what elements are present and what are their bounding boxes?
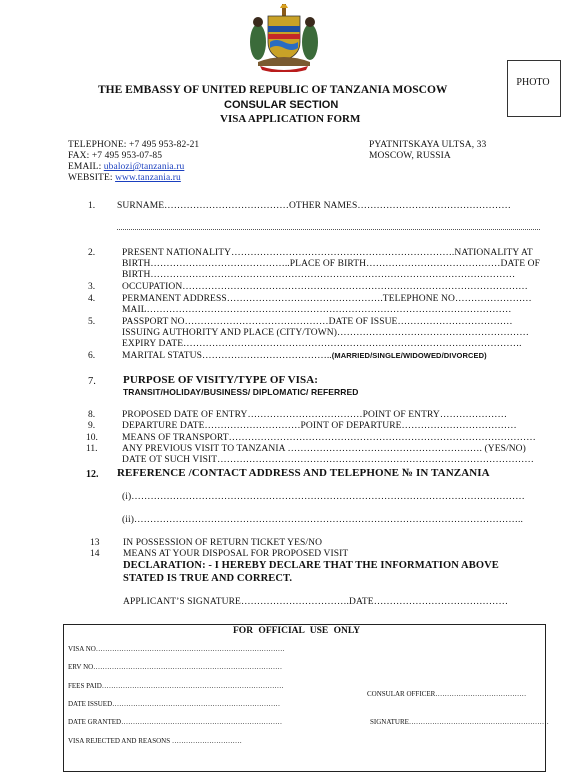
item-number-10: 10.	[86, 433, 98, 443]
entry-date-field[interactable]: PROPOSED DATE OF ENTRY………………………………POINT OF ENTRY…………………	[122, 410, 508, 420]
page-title: THE EMBASSY OF UNITED REPUBLIC OF TANZANIA MOSCOW	[98, 84, 448, 96]
permanent-address-field[interactable]: PERMANENT ADDRESS………………………………………….TELEPHONE NO……………………	[122, 294, 532, 304]
birth-date-field[interactable]: BIRTH……………………………………………………………………………………………………	[122, 270, 516, 280]
purpose-options[interactable]: TRANSIT/HOLIDAY/BUSINESS/ DIPLOMATIC/ REFERRED	[123, 387, 359, 397]
mail-field[interactable]: MAIL……………………………………………………………………………………………………	[122, 305, 512, 315]
email-line	[68, 162, 184, 172]
address-line-2: MOSCOW, RUSSIA	[369, 151, 451, 161]
nationality-field[interactable]: PRESENT NATIONALITY…………………………………………………………….NATIONALITY AT	[122, 248, 533, 258]
passport-field[interactable]: PASSPORT NO………………………………………DATE OF ISSUE………………………………	[122, 317, 513, 327]
transport-field[interactable]: MEANS OF TRANSPORT……………………………………………………………………………………	[122, 433, 536, 443]
item-number-2: 2.	[88, 248, 96, 258]
visa-rejected-field[interactable]: VISA REJECTED AND REASONS …………………………	[68, 737, 242, 745]
occupation-field[interactable]: OCCUPATION………………………………………………………………………………………………	[122, 282, 528, 292]
official-use-heading: FOR OFFICIAL USE ONLY	[233, 626, 361, 636]
item-number-6: 6.	[88, 351, 96, 361]
declaration-line-1: DECLARATION: - I HEREBY DECLARE THAT THE INFORMATION ABOVE	[123, 560, 499, 571]
departure-date-field[interactable]: DEPARTURE DATE…………………………POINT OF DEPARTURE………………………………	[122, 421, 517, 431]
website-label: WEBSITE:	[68, 173, 116, 183]
marital-status-field[interactable]	[122, 351, 487, 361]
reference-line-ii[interactable]: (ii)…………………………………………………………………………………………………………..	[122, 515, 523, 525]
item-number-13: 13	[90, 538, 100, 548]
official-signature-field[interactable]: SIGNATURE……………………………………………………	[370, 718, 549, 726]
applicant-signature-field[interactable]: APPLICANT’S SIGNATURE…………………………….DATE……………………………………	[123, 597, 509, 607]
address-line-1: PYATNITSKAYA ULTSA, 33	[369, 140, 487, 150]
coat-of-arms-emblem	[246, 2, 322, 72]
photo-label: PHOTO	[516, 77, 550, 88]
email-label: EMAIL:	[68, 162, 104, 172]
item-number-9: 9.	[88, 421, 96, 431]
visa-no-field[interactable]: VISA NO………………………………………………………………………	[68, 645, 285, 653]
purpose-heading: PURPOSE OF VISITY/TYPE OF VISA:	[123, 374, 319, 386]
fees-paid-field[interactable]: FEES PAID……………………………………………………………………	[68, 682, 284, 690]
reference-heading: REFERENCE /CONTACT ADDRESS AND TELEPHONE № IN TANZANIA	[117, 467, 490, 479]
item-number-12: 12.	[86, 469, 99, 480]
previous-visit-date-field[interactable]: DATE OT SUCH VISIT………………………………………………………………………………………	[122, 455, 534, 465]
date-issued-field[interactable]: DATE ISSUED………………………………………………………………	[68, 700, 281, 708]
email-link[interactable]: ubalozi@tanzania.ru	[103, 162, 185, 172]
fax-text: FAX: +7 495 953-07-85	[68, 151, 163, 161]
date-granted-field[interactable]: DATE GRANTED……………………………………………………………	[68, 718, 283, 726]
telephone-text: TELEPHONE: +7 495 953-82-21	[68, 140, 200, 150]
previous-visit-field[interactable]: ANY PREVIOUS VISIT TO TANZANIA ……………………………………………………. (YES/NO)	[122, 444, 526, 454]
reference-line-i[interactable]: (i)……………………………………………………………………………………………………………	[122, 492, 525, 502]
consular-section-title: CONSULAR SECTION	[224, 99, 339, 111]
photo-box	[507, 60, 561, 117]
item-number-11: 11.	[86, 444, 98, 454]
declaration-line-2: STATED IS TRUE AND CORRECT.	[123, 573, 293, 584]
marital-status-options: (MARRIED/SINGLE/WIDOWED/DIVORCED)	[331, 351, 487, 360]
item-number-4: 4.	[88, 294, 96, 304]
item-number-3: 3.	[88, 282, 96, 292]
website-link[interactable]: www.tanzania.ru	[115, 173, 181, 183]
website-line	[68, 173, 181, 183]
item-number-1: 1.	[88, 201, 96, 211]
erv-no-field[interactable]: ERV NO………………………………………………………………………	[68, 663, 283, 671]
item-number-5: 5.	[88, 317, 96, 327]
item-number-7: 7.	[88, 376, 96, 387]
form-title: VISA APPLICATION FORM	[220, 113, 361, 125]
expiry-date-field[interactable]: EXPIRY DATE…………………………………………………………………………………………….	[122, 339, 522, 349]
return-ticket-field[interactable]: IN POSSESSION OF RETURN TICKET YES/NO	[123, 538, 323, 548]
birth-place-field[interactable]: BIRTH……………………………………..PLACE OF BIRTH……………………………………DATE OF	[122, 259, 540, 269]
surname-field[interactable]: SURNAME…………………………………OTHER NAMES…………………………………………	[117, 201, 511, 211]
means-field[interactable]: MEANS AT YOUR DISPOSAL FOR PROPOSED VISIT	[123, 549, 349, 559]
marital-status-label: MARITAL STATUS…………………………………..	[122, 351, 332, 361]
item-number-14: 14	[90, 549, 100, 559]
surname-continuation-line[interactable]	[117, 229, 540, 230]
item-number-8: 8.	[88, 410, 96, 420]
issuing-authority-field[interactable]: ISSUING AUTHORITY AND PLACE (CITY/TOWN)……………………………………………………	[122, 328, 530, 338]
consular-officer-field[interactable]: CONSULAR OFFICER…………………………………	[367, 690, 527, 698]
